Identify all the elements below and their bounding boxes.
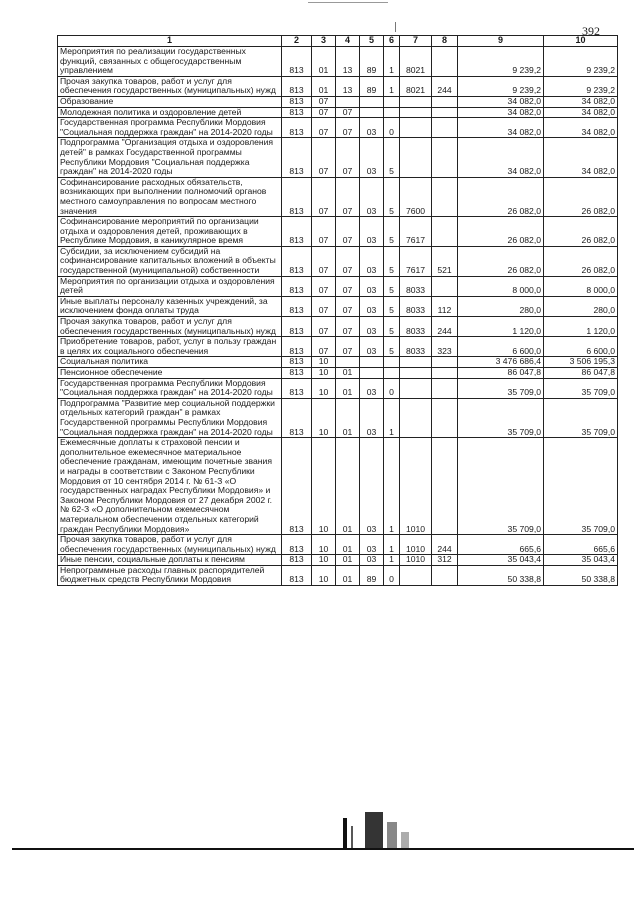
row-name-cell: Подпрограмма "Развитие мер социальной поддержки отдельных категорий граждан" в рамках Государственной программы Республики Мордовия "Социальная поддержка граждан" на 2014-2020 годы xyxy=(58,398,282,437)
row-cell-c4: 01 xyxy=(336,378,360,398)
row-cell-c9: 3 476 686,4 xyxy=(458,357,544,368)
row-cell-c10: 26 082,0 xyxy=(544,246,618,276)
row-cell-c3: 01 xyxy=(312,47,336,77)
row-cell-c6: 5 xyxy=(384,217,400,247)
table-row xyxy=(58,296,618,316)
row-cell-c8: 244 xyxy=(432,317,458,337)
row-cell-c5: 89 xyxy=(360,76,384,96)
row-cell-c5 xyxy=(360,368,384,379)
table-row xyxy=(58,398,618,437)
row-cell-c3: 01 xyxy=(312,76,336,96)
row-cell-c10: 34 082,0 xyxy=(544,107,618,118)
row-cell-c2: 813 xyxy=(282,217,312,247)
row-cell-c4: 01 xyxy=(336,438,360,535)
row-name-cell: Субсидии, за исключением субсидий на софинансирование капитальных вложений в объекты государственной (муниципальной) собственности xyxy=(58,246,282,276)
row-cell-c10: 280,0 xyxy=(544,296,618,316)
row-cell-c10: 34 082,0 xyxy=(544,138,618,177)
row-cell-c6: 5 xyxy=(384,296,400,316)
row-cell-c8 xyxy=(432,107,458,118)
row-cell-c3: 07 xyxy=(312,337,336,357)
table-row xyxy=(58,118,618,138)
row-cell-c10: 26 082,0 xyxy=(544,177,618,216)
col-header: 3 xyxy=(312,36,336,47)
row-cell-c9: 665,6 xyxy=(458,535,544,555)
row-cell-c3: 10 xyxy=(312,555,336,566)
scan-fold-mark xyxy=(395,22,396,32)
row-cell-c3: 07 xyxy=(312,317,336,337)
row-cell-c2: 813 xyxy=(282,565,312,585)
row-cell-c4: 07 xyxy=(336,217,360,247)
row-name-cell: Образование xyxy=(58,96,282,107)
row-cell-c7 xyxy=(400,378,432,398)
row-cell-c8 xyxy=(432,96,458,107)
row-cell-c7 xyxy=(400,357,432,368)
row-cell-c8 xyxy=(432,565,458,585)
col-header: 7 xyxy=(400,36,432,47)
row-cell-c4 xyxy=(336,96,360,107)
row-cell-c2: 813 xyxy=(282,357,312,368)
row-cell-c8 xyxy=(432,378,458,398)
row-cell-c5: 03 xyxy=(360,378,384,398)
row-cell-c8 xyxy=(432,276,458,296)
row-cell-c10: 86 047,8 xyxy=(544,368,618,379)
row-cell-c2: 813 xyxy=(282,337,312,357)
row-cell-c5: 03 xyxy=(360,138,384,177)
row-cell-c6: 1 xyxy=(384,398,400,437)
col-header: 6 xyxy=(384,36,400,47)
table-row xyxy=(58,96,618,107)
row-cell-c3: 07 xyxy=(312,276,336,296)
row-cell-c5 xyxy=(360,96,384,107)
row-cell-c5: 03 xyxy=(360,337,384,357)
row-cell-c2: 813 xyxy=(282,378,312,398)
row-name-cell: Иные выплаты персоналу казенных учреждений, за исключением фонда оплаты труда xyxy=(58,296,282,316)
row-name-cell: Государственная программа Республики Мордовия "Социальная поддержка граждан" на 2014-2020 годы xyxy=(58,378,282,398)
row-cell-c2: 813 xyxy=(282,76,312,96)
table-row xyxy=(58,378,618,398)
row-cell-c10: 50 338,8 xyxy=(544,565,618,585)
row-name-cell: Софинансирование расходных обязательств, возникающих при выполнении полномочий органов местного самоуправления по вопросам местного значения xyxy=(58,177,282,216)
row-cell-c9: 280,0 xyxy=(458,296,544,316)
row-cell-c9: 26 082,0 xyxy=(458,177,544,216)
row-cell-c3: 07 xyxy=(312,96,336,107)
row-cell-c7: 7617 xyxy=(400,246,432,276)
row-cell-c5: 89 xyxy=(360,565,384,585)
row-cell-c6: 0 xyxy=(384,378,400,398)
row-cell-c2: 813 xyxy=(282,368,312,379)
row-cell-c6: 5 xyxy=(384,246,400,276)
row-cell-c8 xyxy=(432,368,458,379)
row-cell-c9: 34 082,0 xyxy=(458,138,544,177)
row-cell-c5: 03 xyxy=(360,118,384,138)
row-cell-c8 xyxy=(432,138,458,177)
row-cell-c5: 03 xyxy=(360,217,384,247)
row-cell-c6: 5 xyxy=(384,276,400,296)
budget-table xyxy=(57,35,618,586)
row-cell-c7: 8033 xyxy=(400,337,432,357)
scan-top-mark xyxy=(308,2,388,7)
row-cell-c2: 813 xyxy=(282,246,312,276)
table-row xyxy=(58,107,618,118)
row-cell-c4: 07 xyxy=(336,138,360,177)
row-cell-c9: 9 239,2 xyxy=(458,47,544,77)
row-cell-c9: 34 082,0 xyxy=(458,118,544,138)
row-cell-c4: 07 xyxy=(336,317,360,337)
row-cell-c4: 01 xyxy=(336,565,360,585)
table-row xyxy=(58,47,618,77)
row-name-cell: Мероприятия по реализации государственных функций, связанных с общегосударственным управлением xyxy=(58,47,282,77)
row-cell-c3: 10 xyxy=(312,368,336,379)
col-header: 1 xyxy=(58,36,282,47)
row-cell-c2: 813 xyxy=(282,535,312,555)
row-cell-c5: 03 xyxy=(360,555,384,566)
scan-artifact xyxy=(343,812,413,848)
row-cell-c4: 07 xyxy=(336,337,360,357)
row-cell-c10: 35 043,4 xyxy=(544,555,618,566)
row-cell-c7 xyxy=(400,138,432,177)
table-row xyxy=(58,76,618,96)
row-cell-c2: 813 xyxy=(282,107,312,118)
row-cell-c10: 34 082,0 xyxy=(544,118,618,138)
row-cell-c3: 10 xyxy=(312,438,336,535)
row-cell-c9: 50 338,8 xyxy=(458,565,544,585)
row-cell-c2: 813 xyxy=(282,96,312,107)
row-cell-c7 xyxy=(400,107,432,118)
row-cell-c7: 7600 xyxy=(400,177,432,216)
row-cell-c5: 03 xyxy=(360,177,384,216)
row-cell-c5: 03 xyxy=(360,276,384,296)
row-cell-c6: 0 xyxy=(384,118,400,138)
page-number: 392 xyxy=(582,24,600,38)
row-cell-c10: 665,6 xyxy=(544,535,618,555)
row-cell-c6: 5 xyxy=(384,177,400,216)
row-cell-c9: 26 082,0 xyxy=(458,246,544,276)
bottom-rule xyxy=(12,848,634,850)
row-name-cell: Софинансирование мероприятий по организации отдыха и оздоровления детей, проживающих в Республике Мордовия, в каникулярное время xyxy=(58,217,282,247)
row-cell-c4: 07 xyxy=(336,107,360,118)
row-cell-c10: 9 239,2 xyxy=(544,47,618,77)
row-cell-c7: 1010 xyxy=(400,535,432,555)
row-cell-c3: 10 xyxy=(312,398,336,437)
row-cell-c2: 813 xyxy=(282,118,312,138)
row-cell-c9: 35 709,0 xyxy=(458,438,544,535)
row-name-cell: Пенсионное обеспечение xyxy=(58,368,282,379)
table-row xyxy=(58,357,618,368)
row-cell-c3: 10 xyxy=(312,378,336,398)
row-cell-c8 xyxy=(432,398,458,437)
row-cell-c3: 07 xyxy=(312,118,336,138)
row-cell-c7: 8033 xyxy=(400,276,432,296)
row-cell-c4: 07 xyxy=(336,246,360,276)
row-cell-c2: 813 xyxy=(282,296,312,316)
row-cell-c4: 13 xyxy=(336,76,360,96)
table-row xyxy=(58,246,618,276)
row-cell-c9: 35 709,0 xyxy=(458,378,544,398)
row-cell-c3: 07 xyxy=(312,107,336,118)
row-cell-c8: 323 xyxy=(432,337,458,357)
table-row xyxy=(58,276,618,296)
row-cell-c6 xyxy=(384,107,400,118)
row-cell-c10: 34 082,0 xyxy=(544,96,618,107)
row-cell-c8: 244 xyxy=(432,76,458,96)
row-cell-c7: 8033 xyxy=(400,317,432,337)
row-cell-c5: 03 xyxy=(360,438,384,535)
row-cell-c5 xyxy=(360,107,384,118)
row-cell-c3: 07 xyxy=(312,138,336,177)
row-cell-c8: 112 xyxy=(432,296,458,316)
row-cell-c7: 1010 xyxy=(400,555,432,566)
table-row xyxy=(58,368,618,379)
row-cell-c4 xyxy=(336,357,360,368)
row-cell-c10: 35 709,0 xyxy=(544,398,618,437)
row-cell-c4: 01 xyxy=(336,368,360,379)
row-cell-c2: 813 xyxy=(282,555,312,566)
row-cell-c6 xyxy=(384,368,400,379)
row-name-cell: Прочая закупка товаров, работ и услуг для обеспечения государственных (муниципальных) нужд xyxy=(58,535,282,555)
row-cell-c9: 35 043,4 xyxy=(458,555,544,566)
row-cell-c8 xyxy=(432,177,458,216)
row-cell-c7: 8033 xyxy=(400,296,432,316)
row-name-cell: Непрограммные расходы главных распорядителей бюджетных средств Республики Мордовия xyxy=(58,565,282,585)
row-cell-c7 xyxy=(400,96,432,107)
row-cell-c2: 813 xyxy=(282,276,312,296)
row-cell-c5: 03 xyxy=(360,246,384,276)
row-cell-c4: 13 xyxy=(336,47,360,77)
row-name-cell: Ежемесячные доплаты к страховой пенсии и дополнительное ежемесячное материальное обеспечение гражданам, имеющим почетные звания и награды в соответствии с Законом Республики Мордовия от 10 сентября 2014 г. № 61-З «О государственных наградах Республики Мордовия» и Законом Республики Мордовия от 27 декабря 2002 г. № 62-З «О дополнительном ежемесячном материальном обеспечении отдельных категорий граждан Республики Мордовия» xyxy=(58,438,282,535)
row-cell-c10: 26 082,0 xyxy=(544,217,618,247)
row-cell-c9: 6 600,0 xyxy=(458,337,544,357)
row-cell-c3: 07 xyxy=(312,217,336,247)
row-cell-c3: 10 xyxy=(312,565,336,585)
row-name-cell: Приобретение товаров, работ, услуг в пользу граждан в целях их социального обеспечения xyxy=(58,337,282,357)
row-cell-c5: 03 xyxy=(360,535,384,555)
col-header: 2 xyxy=(282,36,312,47)
row-cell-c10: 35 709,0 xyxy=(544,438,618,535)
row-cell-c2: 813 xyxy=(282,47,312,77)
row-cell-c2: 813 xyxy=(282,177,312,216)
row-cell-c7: 7617 xyxy=(400,217,432,247)
row-cell-c10: 9 239,2 xyxy=(544,76,618,96)
col-header: 9 xyxy=(458,36,544,47)
row-cell-c10: 3 506 195,3 xyxy=(544,357,618,368)
row-cell-c6: 1 xyxy=(384,535,400,555)
table-row xyxy=(58,217,618,247)
col-header: 5 xyxy=(360,36,384,47)
row-cell-c2: 813 xyxy=(282,398,312,437)
row-cell-c3: 07 xyxy=(312,246,336,276)
table-row xyxy=(58,138,618,177)
row-cell-c7 xyxy=(400,118,432,138)
row-name-cell: Мероприятия по организации отдыха и оздоровления детей xyxy=(58,276,282,296)
table-header-row xyxy=(58,36,618,47)
row-cell-c4: 07 xyxy=(336,276,360,296)
row-cell-c7: 8021 xyxy=(400,47,432,77)
table-row xyxy=(58,555,618,566)
row-name-cell: Прочая закупка товаров, работ и услуг для обеспечения государственных (муниципальных) нужд xyxy=(58,317,282,337)
row-cell-c6 xyxy=(384,357,400,368)
table-row xyxy=(58,438,618,535)
row-cell-c4: 01 xyxy=(336,398,360,437)
row-cell-c10: 1 120,0 xyxy=(544,317,618,337)
row-cell-c4: 01 xyxy=(336,555,360,566)
table-row xyxy=(58,535,618,555)
row-cell-c8: 244 xyxy=(432,535,458,555)
row-cell-c8 xyxy=(432,47,458,77)
row-name-cell: Иные пенсии, социальные доплаты к пенсиям xyxy=(58,555,282,566)
row-cell-c2: 813 xyxy=(282,317,312,337)
row-cell-c6: 5 xyxy=(384,337,400,357)
row-cell-c9: 34 082,0 xyxy=(458,107,544,118)
row-cell-c7 xyxy=(400,398,432,437)
row-cell-c6: 1 xyxy=(384,76,400,96)
row-cell-c9: 1 120,0 xyxy=(458,317,544,337)
row-cell-c4: 01 xyxy=(336,535,360,555)
row-cell-c8: 312 xyxy=(432,555,458,566)
row-cell-c3: 10 xyxy=(312,535,336,555)
row-cell-c6: 0 xyxy=(384,565,400,585)
row-cell-c4: 07 xyxy=(336,296,360,316)
row-cell-c5 xyxy=(360,357,384,368)
row-cell-c7 xyxy=(400,368,432,379)
row-cell-c8: 521 xyxy=(432,246,458,276)
row-cell-c10: 35 709,0 xyxy=(544,378,618,398)
row-cell-c5: 03 xyxy=(360,296,384,316)
row-cell-c3: 07 xyxy=(312,296,336,316)
col-header: 10 xyxy=(544,36,618,47)
row-cell-c6: 1 xyxy=(384,438,400,535)
row-cell-c3: 10 xyxy=(312,357,336,368)
row-name-cell: Государственная программа Республики Мордовия "Социальная поддержка граждан" на 2014-2020 годы xyxy=(58,118,282,138)
table-body xyxy=(58,47,618,586)
table-row xyxy=(58,565,618,585)
row-cell-c4: 07 xyxy=(336,177,360,216)
row-cell-c6 xyxy=(384,96,400,107)
row-cell-c9: 8 000,0 xyxy=(458,276,544,296)
row-cell-c7: 8021 xyxy=(400,76,432,96)
table-row xyxy=(58,317,618,337)
row-name-cell: Молодежная политика и оздоровление детей xyxy=(58,107,282,118)
row-name-cell: Подпрограмма "Организация отдыха и оздоровления детей" в рамках Государственной программы Республики Мордовия "Социальная поддержка граждан" на 2014-2020 годы xyxy=(58,138,282,177)
row-name-cell: Прочая закупка товаров, работ и услуг для обеспечения государственных (муниципальных) нужд xyxy=(58,76,282,96)
table-row xyxy=(58,337,618,357)
row-cell-c10: 6 600,0 xyxy=(544,337,618,357)
row-cell-c6: 5 xyxy=(384,317,400,337)
row-cell-c5: 03 xyxy=(360,317,384,337)
row-cell-c6: 1 xyxy=(384,555,400,566)
row-cell-c8 xyxy=(432,217,458,247)
row-cell-c8 xyxy=(432,118,458,138)
row-cell-c8 xyxy=(432,438,458,535)
row-cell-c2: 813 xyxy=(282,438,312,535)
row-cell-c2: 813 xyxy=(282,138,312,177)
row-cell-c5: 89 xyxy=(360,47,384,77)
row-cell-c4: 07 xyxy=(336,118,360,138)
row-cell-c9: 86 047,8 xyxy=(458,368,544,379)
col-header: 8 xyxy=(432,36,458,47)
row-cell-c6: 5 xyxy=(384,138,400,177)
row-name-cell: Социальная политика xyxy=(58,357,282,368)
row-cell-c7: 1010 xyxy=(400,438,432,535)
row-cell-c9: 34 082,0 xyxy=(458,96,544,107)
row-cell-c5: 03 xyxy=(360,398,384,437)
row-cell-c9: 26 082,0 xyxy=(458,217,544,247)
row-cell-c7 xyxy=(400,565,432,585)
table-row xyxy=(58,177,618,216)
row-cell-c6: 1 xyxy=(384,47,400,77)
row-cell-c3: 07 xyxy=(312,177,336,216)
row-cell-c9: 9 239,2 xyxy=(458,76,544,96)
row-cell-c10: 8 000,0 xyxy=(544,276,618,296)
row-cell-c8 xyxy=(432,357,458,368)
row-cell-c9: 35 709,0 xyxy=(458,398,544,437)
col-header: 4 xyxy=(336,36,360,47)
